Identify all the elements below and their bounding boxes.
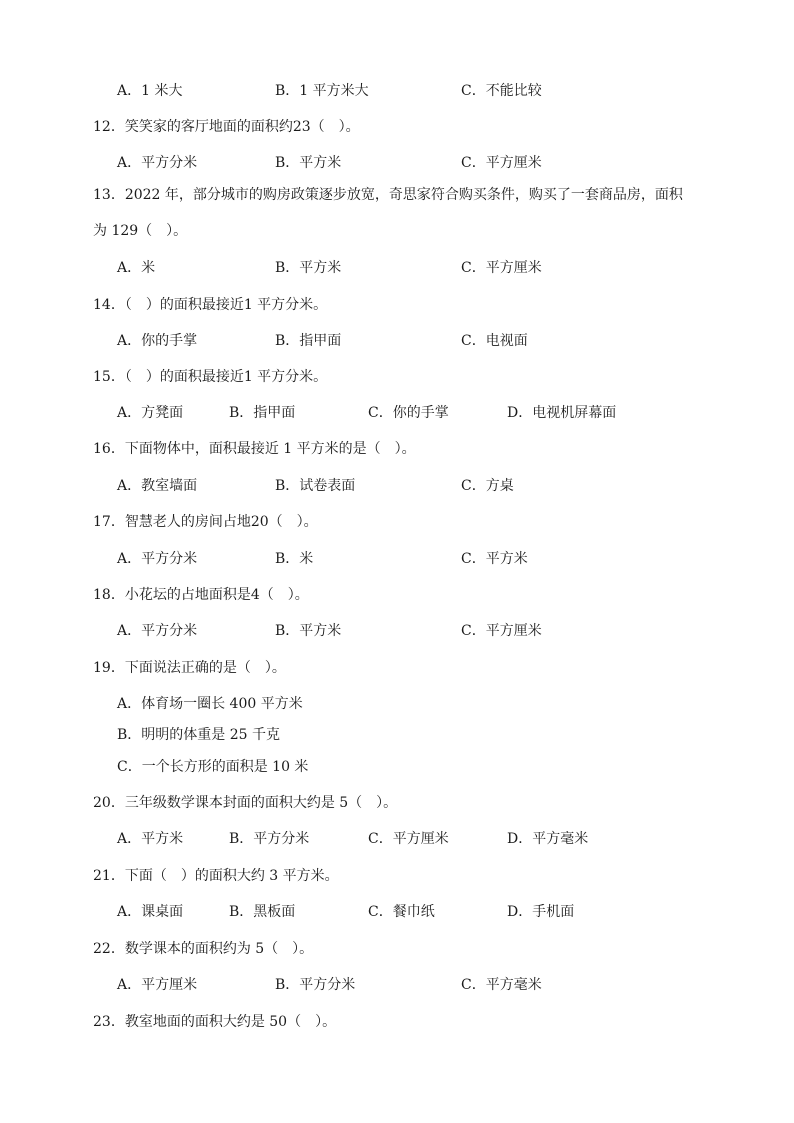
question-stem: 17．智慧老人的房间占地20（ ）。 — [93, 514, 318, 530]
option-b[interactable]: B．黑板面 — [229, 904, 296, 920]
option-a[interactable]: A．体育场一圈长 400 平方米 — [117, 696, 303, 712]
option-b[interactable]: B．平方分米 — [229, 831, 310, 847]
option-c[interactable]: C．平方厘米 — [368, 831, 449, 847]
option-c[interactable]: C．方桌 — [461, 478, 514, 494]
option-a[interactable]: A．平方分米 — [117, 155, 198, 171]
option-c[interactable]: C．平方毫米 — [461, 977, 542, 993]
option-b[interactable]: B．平方米 — [275, 260, 342, 276]
question-stem: 18．小花坛的占地面积是4（ ）。 — [93, 587, 309, 603]
option-d[interactable]: D．平方毫米 — [507, 831, 589, 847]
option-b[interactable]: B．米 — [275, 551, 314, 567]
option-a[interactable]: A．平方分米 — [117, 551, 198, 567]
question-stem: 13．2022 年，部分城市的购房政策逐步放宽，奇思家符合购买条件，购买了一套商品房，面积 — [93, 187, 683, 203]
option-c[interactable]: C．平方厘米 — [461, 155, 542, 171]
option-d[interactable]: D．电视机屏幕面 — [507, 405, 617, 421]
option-b[interactable]: B．试卷表面 — [275, 478, 356, 494]
question-stem: 12．笑笑家的客厅地面的面积约23（ ）。 — [93, 119, 360, 135]
option-a[interactable]: A．平方分米 — [117, 623, 198, 639]
option-c[interactable]: C．平方厘米 — [461, 623, 542, 639]
option-c[interactable]: C．一个长方形的面积是 10 米 — [117, 759, 309, 775]
option-c[interactable]: C．平方米 — [461, 551, 528, 567]
option-b[interactable]: B．平方分米 — [275, 977, 356, 993]
option-b[interactable]: B．指甲面 — [275, 333, 342, 349]
option-c[interactable]: C．你的手掌 — [368, 405, 449, 421]
option-a[interactable]: A．1 米大 — [117, 83, 183, 99]
option-b[interactable]: B．平方米 — [275, 623, 342, 639]
option-c[interactable]: C．不能比较 — [461, 83, 542, 99]
option-b[interactable]: B．指甲面 — [229, 405, 296, 421]
option-c[interactable]: C．平方厘米 — [461, 260, 542, 276]
question-stem: 20．三年级数学课本封面的面积大约是 5（ ）。 — [93, 795, 398, 811]
option-c[interactable]: C．餐巾纸 — [368, 904, 435, 920]
question-stem: 22．数学课本的面积约为 5（ ）。 — [93, 941, 314, 957]
option-a[interactable]: A．教室墙面 — [117, 478, 198, 494]
option-b[interactable]: B．明明的体重是 25 千克 — [117, 727, 281, 743]
option-c[interactable]: C．电视面 — [461, 333, 528, 349]
option-a[interactable]: A．你的手掌 — [117, 333, 198, 349]
question-stem-continued: 为 129（ ）。 — [93, 223, 188, 239]
option-a[interactable]: A．方凳面 — [117, 405, 184, 421]
option-b[interactable]: B．平方米 — [275, 155, 342, 171]
option-b[interactable]: B．1 平方米大 — [275, 83, 369, 99]
option-d[interactable]: D．手机面 — [507, 904, 575, 920]
question-stem: 21．下面（ ）的面积大约 3 平方米。 — [93, 868, 339, 884]
option-a[interactable]: A．平方米 — [117, 831, 184, 847]
question-stem: 16．下面物体中，面积最接近 1 平方米的是（ ）。 — [93, 441, 416, 457]
option-a[interactable]: A．米 — [117, 260, 156, 276]
question-stem: 23．教室地面的面积大约是 50（ ）。 — [93, 1014, 337, 1030]
question-stem: 15．（ ）的面积最接近1 平方分米。 — [93, 369, 328, 385]
option-a[interactable]: A．课桌面 — [117, 904, 184, 920]
question-stem: 19．下面说法正确的是（ ）。 — [93, 660, 286, 676]
question-stem: 14．（ ）的面积最接近1 平方分米。 — [93, 297, 328, 313]
option-a[interactable]: A．平方厘米 — [117, 977, 198, 993]
